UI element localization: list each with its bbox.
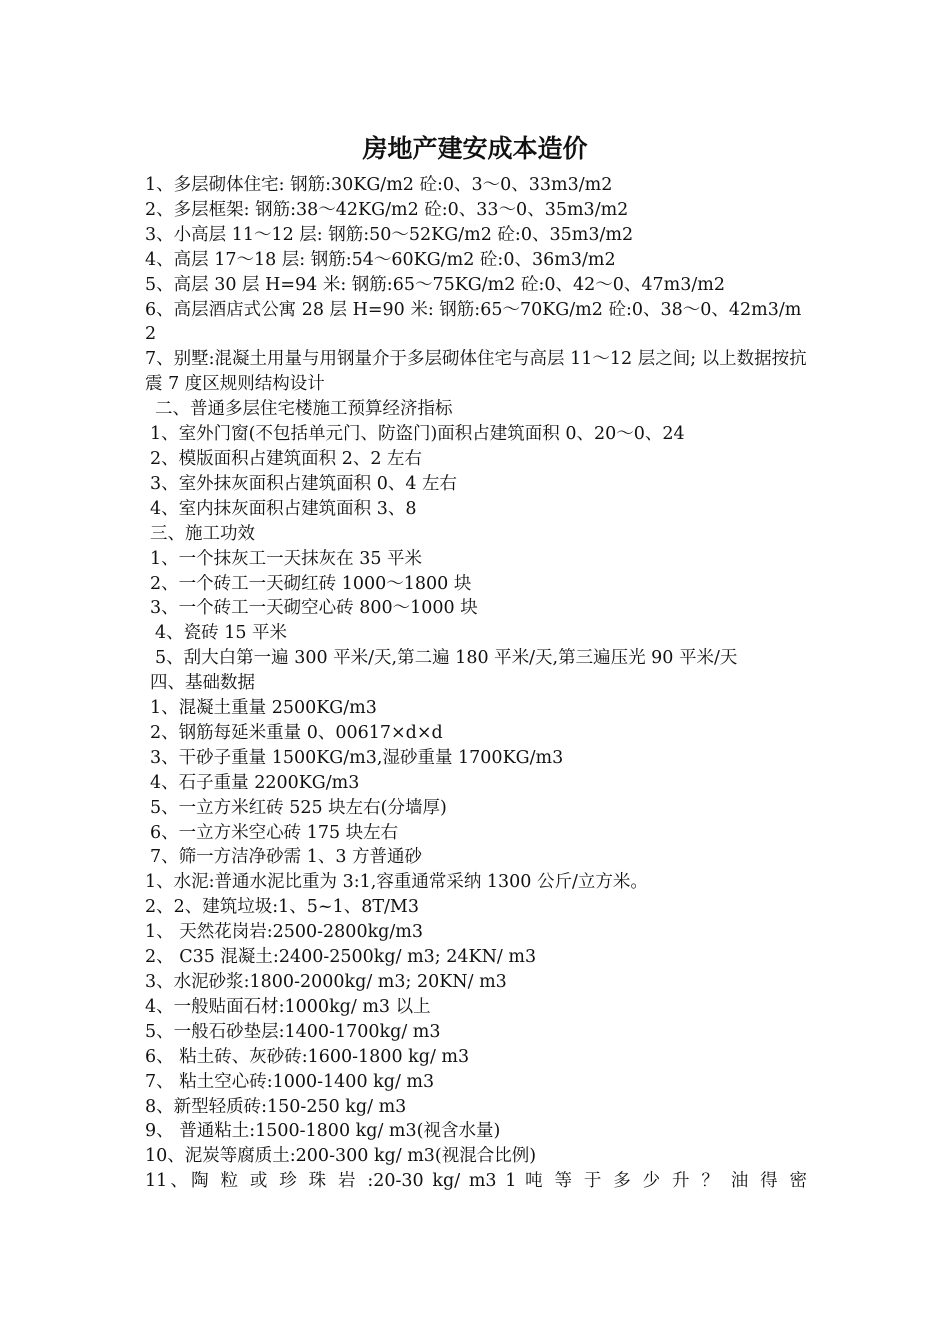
text-line: 5、刮大白第一遍 300 平米/天,第二遍 180 平米/天,第三遍压光 90 平米/天 <box>155 648 738 669</box>
text-line: 1、 天然花岗岩:2500-2800kg/m3 <box>145 922 424 943</box>
text-line: 2、 C35 混凝土:2400-2500kg/ m3; 24KN/ m3 <box>145 947 537 968</box>
text-line: 四、基础数据 <box>150 673 255 694</box>
text-line: 4、室内抹灰面积占建筑面积 3、8 <box>150 498 417 519</box>
text-line: 3、小高层 11～12 层: 钢筋:50～52KG/m2 砼:0、35m3/m2 <box>145 224 634 245</box>
text-line: 7、 粘土空心砖:1000-1400 kg/ m3 <box>145 1071 435 1092</box>
text-line: 3、水泥砂浆:1800-2000kg/ m3; 20KN/ m3 <box>145 972 507 992</box>
text-line: 4、瓷砖 15 平米 <box>155 623 288 644</box>
text-line: 1、混凝土重量 2500KG/m3 <box>150 698 377 719</box>
text-line: 4、石子重量 2200KG/m3 <box>150 772 360 793</box>
text-line: 1、一个抹灰工一天抹灰在 35 平米 <box>150 548 423 569</box>
text-line: 3、一个砖工一天砌空心砖 800～1000 块 <box>150 598 478 619</box>
text-line: 10、泥炭等腐质土:200-300 kg/ m3(视混合比例) <box>145 1146 537 1167</box>
text-line: 2、一个砖工一天砌红砖 1000～1800 块 <box>150 573 472 594</box>
text-line: 5、高层 30 层 H=94 米: 钢筋:65～75KG/m2 砼:0、42～0、47m3/m2 <box>145 274 726 295</box>
text-line: 2、模版面积占建筑面积 2、2 左右 <box>150 448 423 469</box>
text-line: 6、高层酒店式公寓 28 层 H=90 米: 钢筋:65～70KG/m2 砼:0、38～0、42m3/m2 <box>145 299 802 345</box>
text-line: 1、多层砌体住宅: 钢筋:30KG/m2 砼:0、3～0、33m3/m2 <box>145 175 613 195</box>
text-line: 3、干砂子重量 1500KG/m3,湿砂重量 1700KG/m3 <box>150 747 564 768</box>
text-line: 三、施工功效 <box>150 523 255 544</box>
text-line: 9、 普通粘土:1500-1800 kg/ m3(视含水量) <box>145 1121 501 1142</box>
text-line: 7、别墅:混凝土用量与用钢量介于多层砌体住宅与高层 11～12 层之间; 以上数据按抗震 7 度区规则结构设计 <box>145 349 807 395</box>
text-line: 2、多层框架: 钢筋:38～42KG/m2 砼:0、33～0、35m3/m2 <box>145 199 629 220</box>
text-line: 1、水泥:普通水泥比重为 3:1,容重通常采纳 1300 公斤/立方米。 <box>145 872 648 893</box>
text-line: 8、新型轻质砖:150-250 kg/ m3 <box>145 1096 407 1117</box>
text-line: 6、一立方米空心砖 175 块左右 <box>150 822 399 843</box>
text-line: 4、一般贴面石材:1000kg/ m3 以上 <box>145 996 431 1017</box>
text-line: 11、陶 粒 或 珍 珠 岩 :20-30 kg/ m3 1 吨 等 于 多 少 升 ？ 油 得 密 <box>145 1171 807 1192</box>
document-body <box>145 173 807 1194</box>
text-line: 二、普通多层住宅楼施工预算经济指标 <box>155 399 453 420</box>
text-line: 5、一立方米红砖 525 块左右(分墙厚) <box>150 797 447 818</box>
text-line: 1、室外门窗(不包括单元门、防盗门)面积占建筑面积 0、20～0、24 <box>150 424 685 445</box>
text-line: 5、一般石砂垫层:1400-1700kg/ m3 <box>145 1021 441 1042</box>
page-title: 房地产建安成本造价 <box>362 134 588 163</box>
text-line: 4、高层 17～18 层: 钢筋:54～60KG/m2 砼:0、36m3/m2 <box>145 249 616 270</box>
text-line: 3、室外抹灰面积占建筑面积 0、4 左右 <box>150 473 458 494</box>
text-line: 2、钢筋每延米重量 0、00617×d×d <box>150 722 443 743</box>
text-line: 2、2、建筑垃圾:1、5~1、8T/M3 <box>145 897 419 918</box>
text-line: 6、 粘土砖、灰砂砖:1600-1800 kg/ m3 <box>145 1046 470 1067</box>
text-line: 7、筛一方洁净砂需 1、3 方普通砂 <box>150 847 423 868</box>
